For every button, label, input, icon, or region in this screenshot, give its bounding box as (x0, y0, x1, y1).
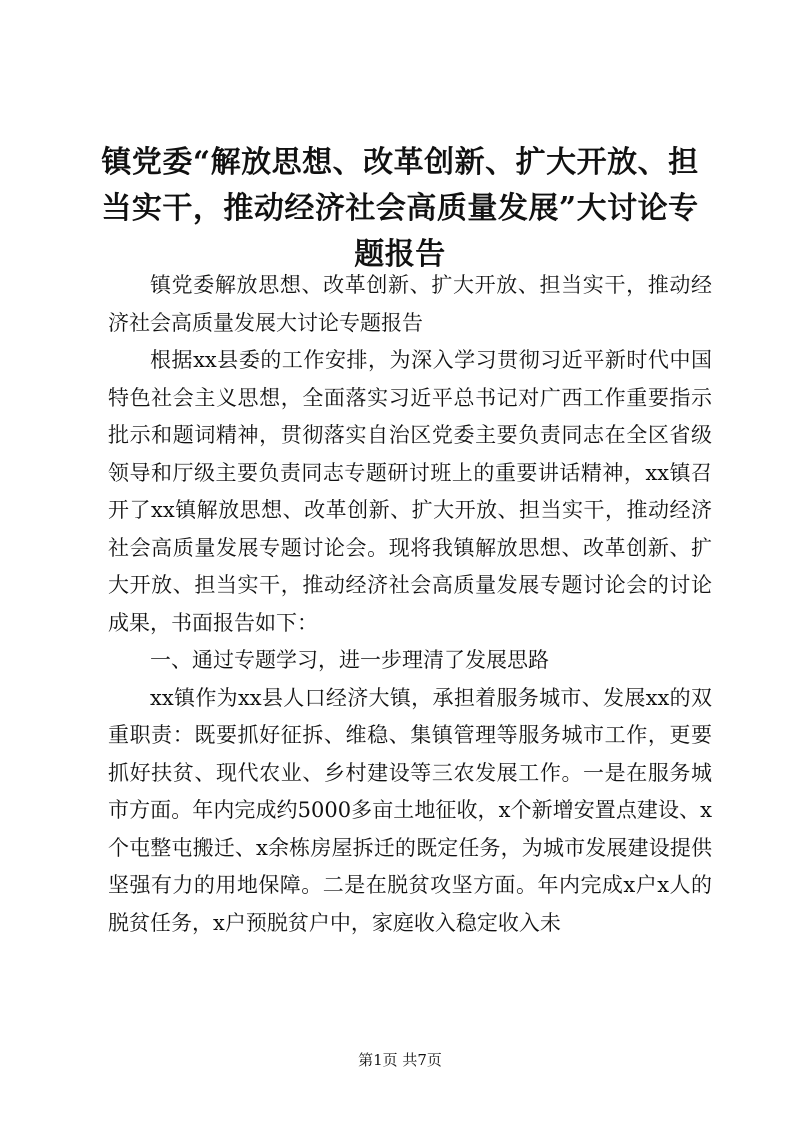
paragraph-intro: 根据xx县委的工作安排，为深入学习贯彻习近平新时代中国特色社会主义思想，全面落实习近平总书记对广西工作重要指示批示和题词精神，贯彻落实自治区党委主要负责同志在全区省级领导和厅级主要负责同志专题研讨班上的重要讲话精神，xx镇召开了xx镇解放思想、改革创新、扩大开放、担当实干，推动经济社会高质量发展专题讨论会。现将我镇解放思想、改革创新、扩大开放、担当实干，推动经济社会高质量发展专题讨论会的讨论成果，书面报告如下： (108, 348, 712, 635)
section-heading: 一、通过专题学习，进一步理清了发展思路 (150, 648, 549, 672)
document-title: 镇党委“解放思想、改革创新、扩大开放、担当实干，推动经济社会高质量发展”大讨论专题报告 (101, 145, 699, 272)
document-body (108, 267, 712, 942)
page-footer: 第1页 共7页 (358, 1051, 442, 1069)
paragraph-subtitle: 镇党委解放思想、改革创新、扩大开放、担当实干，推动经济社会高质量发展大讨论专题报告 (108, 273, 712, 335)
paragraph-section-1: xx镇作为xx县人口经济大镇，承担着服务城市、发展xx的双重职责：既要抓好征拆、维稳、集镇管理等服务城市工作，更要抓好扶贫、现代农业、乡村建设等三农发展工作。一是在服务城市方面。年内完成约5000多亩土地征收，x个新增安置点建设、x个屯整屯搬迁、x余栋房屋拆迁的既定任务，为城市发展建设提供坚强有力的用地保障。二是在脱贫攻坚方面。年内完成x户x人的脱贫任务，x户预脱贫户中，家庭收入稳定收入未 (108, 685, 712, 935)
